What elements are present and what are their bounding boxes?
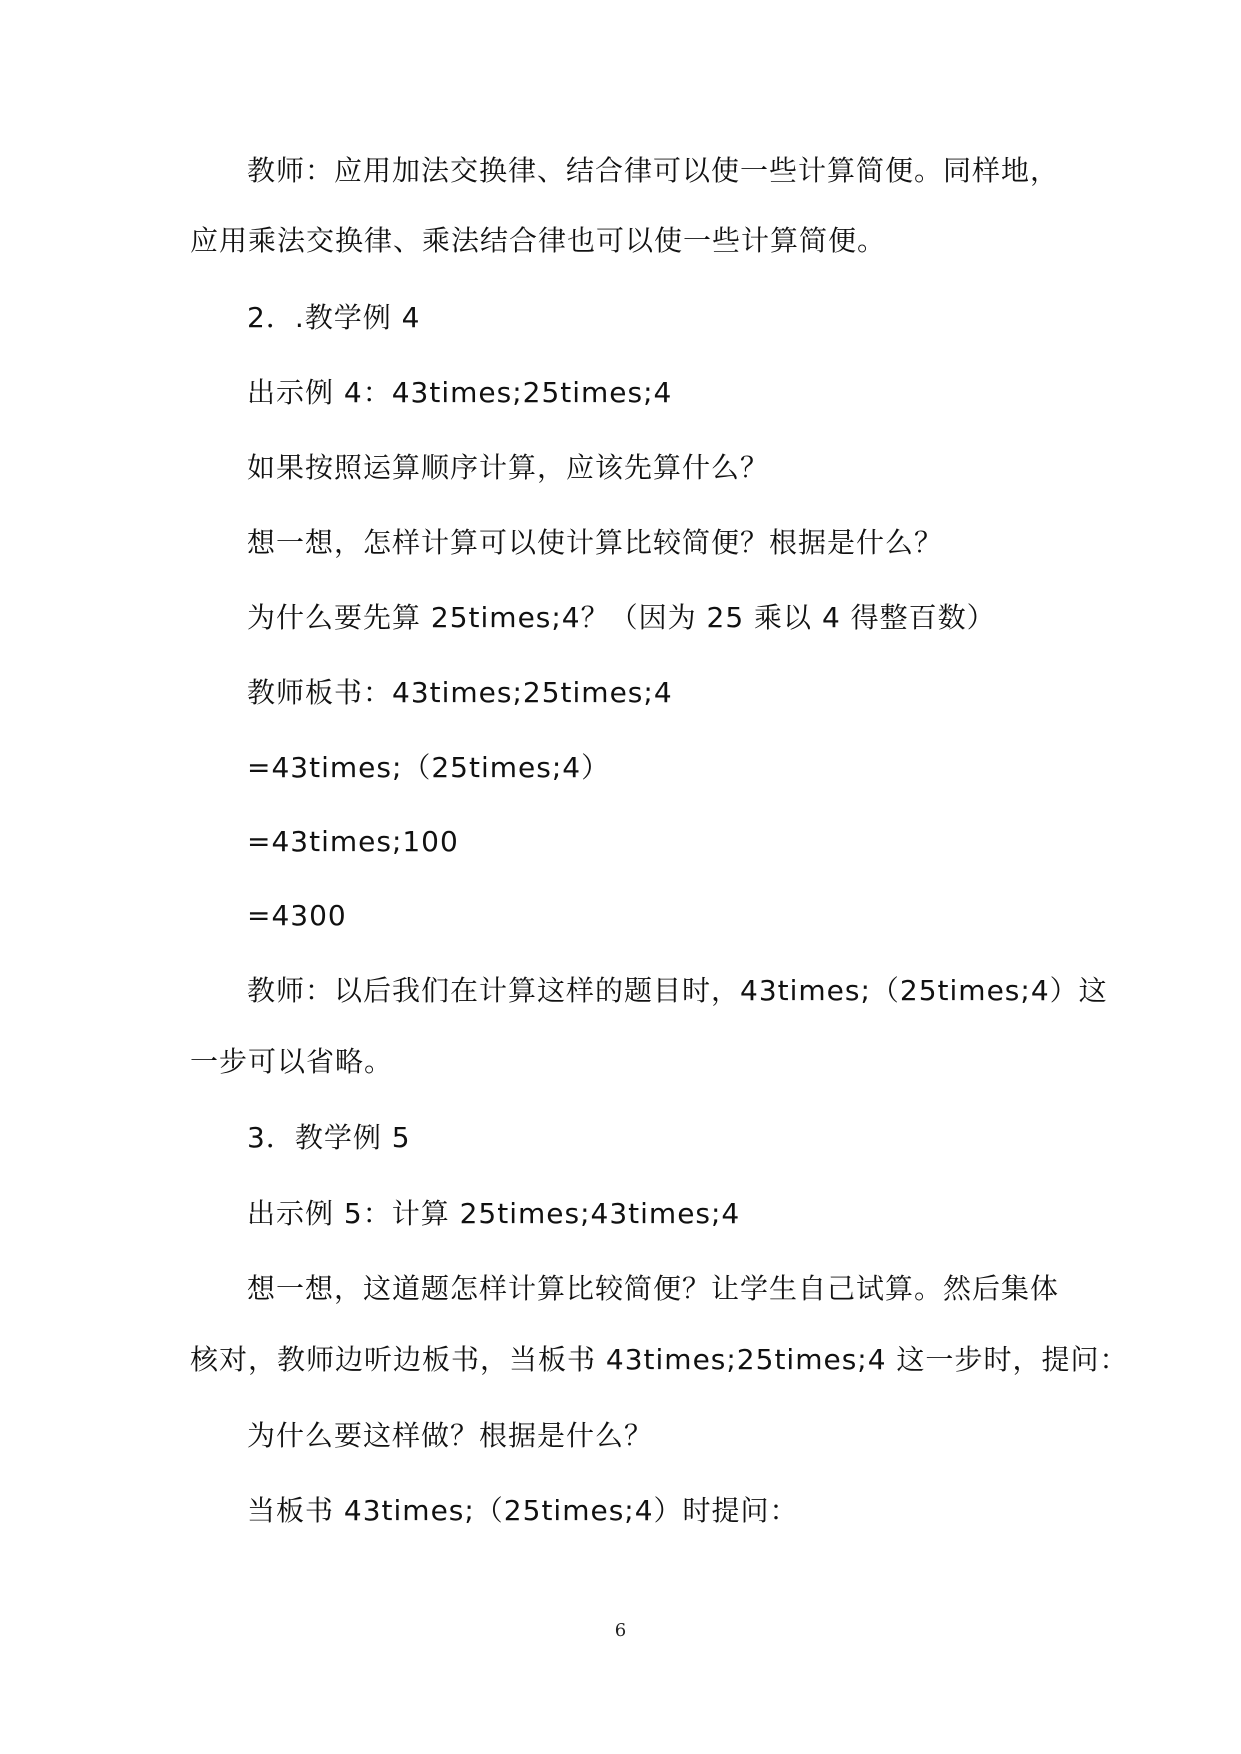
- paragraph-line: 想一想，怎样计算可以使计算比较简便？根据是什么？: [247, 526, 944, 559]
- paragraph-line: 应用乘法交换律、乘法结合律也可以使一些计算简便。: [190, 224, 887, 257]
- paragraph-line: 想一想，这道题怎样计算比较简便？让学生自己试算。然后集体: [247, 1272, 1060, 1305]
- section-heading: 3．教学例 5: [247, 1121, 411, 1154]
- paragraph-line: 教师板书：43times;25times;4: [247, 676, 673, 709]
- equation-line: =43times;（25times;4）: [247, 751, 611, 784]
- paragraph-line: 当板书 43times;（25times;4）时提问：: [247, 1494, 799, 1527]
- section-heading: 2．.教学例 4: [247, 301, 421, 334]
- paragraph-line: 出示例 4：43times;25times;4: [247, 376, 673, 409]
- paragraph-line: 核对，教师边听边板书，当板书 43times;25times;4 这一步时，提问：: [190, 1343, 1129, 1376]
- paragraph-line: 出示例 5：计算 25times;43times;4: [247, 1197, 741, 1230]
- paragraph-line: 如果按照运算顺序计算，应该先算什么？: [247, 451, 770, 484]
- equation-line: =43times;100: [247, 825, 459, 858]
- equation-line: =4300: [247, 899, 347, 932]
- paragraph-line: 为什么要这样做？根据是什么？: [247, 1419, 654, 1452]
- paragraph-line: 教师：以后我们在计算这样的题目时，43times;（25times;4）这: [247, 974, 1108, 1007]
- paragraph-line: 教师：应用加法交换律、结合律可以使一些计算简便。同样地，: [247, 154, 1060, 187]
- paragraph-line: 为什么要先算 25times;4？（因为 25 乘以 4 得整百数）: [247, 601, 996, 634]
- paragraph-line: 一步可以省略。: [190, 1045, 394, 1078]
- page-number: 6: [614, 1620, 627, 1641]
